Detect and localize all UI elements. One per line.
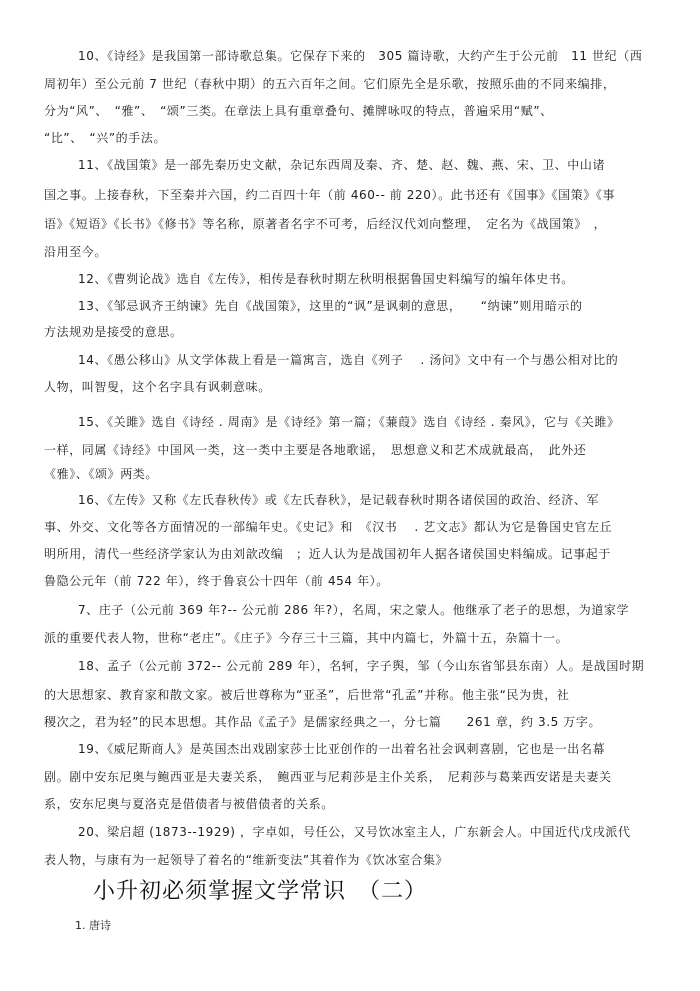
- paragraph-10-line-1: 10、《诗经》是我国第一部诗歌总集。它保存下来的 305 篇诗歌，大约产生于公元前 11 世纪（西: [78, 49, 643, 63]
- paragraph-7-line-1: 7、庄子（公元前 369 年?-- 公元前 286 年?），名周，宋之蒙人。他继承了老子的思想，为道家学: [78, 603, 630, 617]
- paragraph-18-line-1: 18、孟子（公元前 372-- 公元前 289 年），名轲，字子舆，邹（今山东省邹县东南）人。是战国时期: [78, 659, 645, 673]
- paragraph-7-line-2: 派的重要代表人物，世称“老庄”。《庄子》今存三十三篇，其中内篇七，外篇十五，杂篇十一。: [44, 631, 569, 645]
- sub-heading: 1. 唐诗: [75, 919, 111, 932]
- paragraph-11-line-1: 11、《战国策》是一部先秦历史文献，杂记东西周及秦、齐、楚、赵、魏、燕、宋、卫、中山诸: [78, 158, 606, 172]
- paragraph-16-line-4: 鲁隐公元年（前 722 年），终于鲁哀公十四年（前 454 年）。: [44, 574, 389, 588]
- paragraph-18-line-3: 稷次之，君为轻”的民本思想。其作品《孟子》是儒家经典之一，分七篇 261 章，约 3.5 万字。: [44, 715, 602, 729]
- paragraph-10-line-4: “比”、 “兴”的手法。: [44, 131, 167, 145]
- paragraph-16-line-2: 事、外交、文化等各方面情况的一部编年史。《史记》和 《汉书 . 艺文志》都认为它是鲁国史官左丘: [44, 520, 613, 534]
- section-heading: 小升初必须掌握文学常识 （二）: [93, 879, 428, 904]
- paragraph-15-line-3: 《雅》、《颂》两类。: [44, 467, 159, 481]
- paragraph-20-line-2: 表人物，与康有为一起领导了着名的“维新变法”其着作为《饮冰室合集》: [44, 853, 449, 867]
- paragraph-13-line-1: 13、《邹忌讽齐王纳谏》先自《战国策》，这里的“讽”是讽刺的意思， “纳谏”则用暗示的: [78, 299, 583, 313]
- paragraph-19-line-3: 系，安东尼奥与夏洛克是借债者与被借债者的关系。: [44, 797, 334, 811]
- paragraph-15-line-2: 一样，同属《诗经》中国风一类，这一类中主要是各地歌谣， 思想意义和艺术成就最高， 此外还: [44, 443, 587, 457]
- paragraph-13-line-2: 方法规劝是接受的意思。: [44, 325, 183, 339]
- paragraph-10-line-2: 周初年）至公元前 7 世纪（春秋中期）的五六百年之间。它们原先全是乐歌，按照乐曲的不同来编排，: [44, 77, 616, 91]
- paragraph-11-line-2: 国之事。上接春秋，下至秦并六国，约二百四十年（前 460-- 前 220）。此书还有《国事》《国策》《事: [44, 188, 616, 202]
- paragraph-10-line-3: 分为“风”、 “雅”、 “颂”三类。在章法上具有重章叠句、摊牌咏叹的特点，普遍采用“赋”、: [44, 104, 553, 118]
- paragraph-14-line-2: 人物，叫智叟，这个名字具有讽刺意味。: [44, 380, 271, 394]
- paragraph-18-line-2: 的大思想家、教育家和散文家。被后世尊称为“亚圣”，后世常“孔孟”并称。他主张“民为贵，社: [44, 688, 570, 702]
- paragraph-12-line-1: 12、《曹刿论战》选自《左传》，相传是春秋时期左秋明根据鲁国史料编写的编年体史书。: [78, 272, 574, 286]
- paragraph-16-line-1: 16、《左传》又称《左氏春秋传》或《左氏春秋》，是记载春秋时期各诸侯国的政治、经济、军: [78, 493, 600, 507]
- paragraph-16-line-3: 明所用，清代一些经济学家认为由刘歆改编 ；近人认为是战国初年人据各诸侯国史料编成。记事起于: [44, 547, 612, 561]
- paragraph-15-line-1: 15、《关雎》选自《诗经 . 周南》是《诗经》第一篇；《蒹葭》选自《诗经 . 秦风》，它与《关雎》: [78, 415, 620, 429]
- paragraph-19-line-1: 19、《威尼斯商人》是英国杰出戏剧家莎士比亚创作的一出着名社会讽刺喜剧，它也是一出名幕: [78, 742, 606, 756]
- paragraph-19-line-2: 剧。剧中安东尼奥与鲍西亚是夫妻关系， 鲍西亚与尼莉莎是主仆关系， 尼莉莎与葛莱西安诺是夫妻关: [44, 770, 612, 784]
- paragraph-20-line-1: 20、梁启超 (1873--1929) ，字卓如，号任公，又号饮冰室主人，广东新会人。中国近代戊戌派代: [78, 825, 631, 839]
- paragraph-14-line-1: 14、《愚公移山》从文学体裁上看是一篇寓言，选自《列子 . 汤问》文中有一个与愚公相对比的: [78, 353, 619, 367]
- paragraph-11-line-4: 沿用至今。: [44, 245, 108, 259]
- paragraph-11-line-3: 语》《短语》《长书》《修书》等名称，原著者名字不可考，后经汉代刘向整理， 定名为《战国策》 ，: [44, 217, 607, 231]
